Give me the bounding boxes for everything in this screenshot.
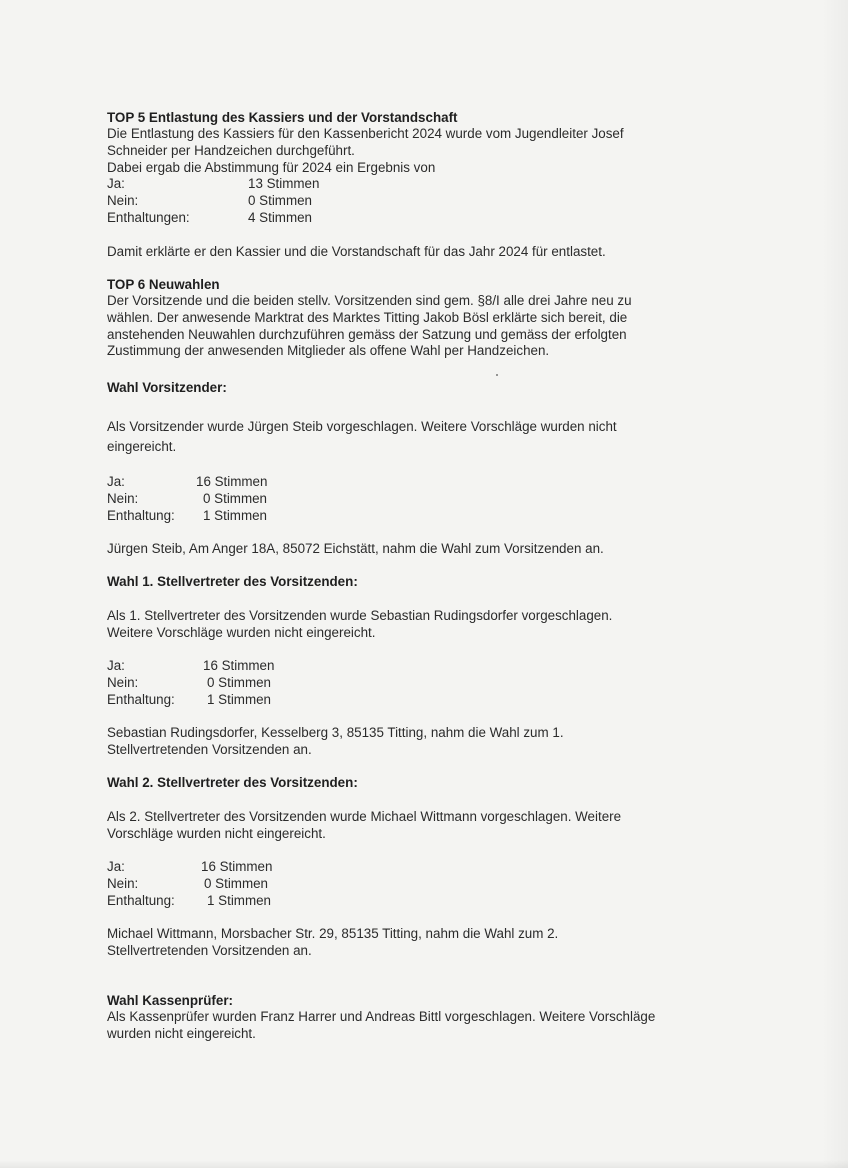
vote-label: Ja:	[107, 859, 125, 874]
vote-value: 0 Stimmen	[203, 490, 267, 506]
text-line: wurden nicht eingereicht.	[107, 1025, 256, 1041]
top5-body	[107, 126, 624, 227]
text-line: Als 2. Stellvertreter des Vorsitzenden wurde Michael Wittmann vorgeschlagen. Weitere	[107, 809, 622, 824]
vote-label: Enthaltungen:	[107, 209, 190, 225]
vote-value: 16 Stimmen	[201, 859, 273, 874]
text-line: wählen. Der anwesende Marktrat des Marktes Titting Jakob Bösl erklärte sich bereit, die	[107, 309, 628, 325]
wahl-stellv2-result	[107, 926, 558, 960]
vote-value: 0 Stimmen	[207, 674, 271, 690]
vote-label: Ja:	[107, 176, 125, 192]
vote-value: 16 Stimmen	[196, 474, 268, 489]
vote-value: 1 Stimmen	[207, 892, 271, 908]
vote-label: Nein:	[107, 490, 139, 506]
text-line: Dabei ergab die Abstimmung für 2024 ein Ergebnis von	[107, 159, 436, 175]
text-line: Stellvertretenden Vorsitzenden an.	[107, 741, 312, 757]
scan-speck	[496, 374, 498, 376]
text-line: Michael Wittmann, Morsbacher Str. 29, 85135 Titting, nahm die Wahl zum 2.	[107, 926, 559, 941]
vote-label: Ja:	[107, 474, 125, 489]
vote-label: Enthaltung:	[107, 507, 175, 523]
vote-value: 0 Stimmen	[204, 875, 268, 891]
vote-value: 4 Stimmen	[248, 209, 312, 225]
text-line: Weitere Vorschläge wurden nicht eingereicht.	[107, 624, 376, 640]
vote-row-nein	[107, 193, 624, 210]
vote-row-ja	[107, 176, 624, 193]
text-line: Zustimmung der anwesenden Mitglieder als offene Wahl per Handzeichen.	[107, 343, 550, 359]
vote-label: Nein:	[107, 193, 139, 209]
vote-label: Enthaltung:	[107, 892, 175, 908]
text-line: Der Vorsitzende und die beiden stellv. Vorsitzenden sind gem. §8/I alle drei Jahre neu zu	[107, 293, 632, 308]
text-line: Sebastian Rudingsdorfer, Kesselberg 3, 85135 Titting, nahm die Wahl zum 1.	[107, 725, 564, 740]
text-line: eingereicht.	[107, 439, 177, 454]
wahl-vorsitzender-heading: Wahl Vorsitzender:	[107, 380, 227, 395]
top6-body	[107, 293, 632, 360]
top6-heading: TOP 6 Neuwahlen	[107, 277, 220, 292]
text-line: Als Kassenprüfer wurden Franz Harrer und Andreas Bittl vorgeschlagen. Weitere Vorschläge	[107, 1009, 656, 1024]
top5-conclusion: Damit erklärte er den Kassier und die Vorstandschaft für das Jahr 2024 für entlastet.	[107, 244, 606, 259]
wahl-kassenpruefer-heading: Wahl Kassenprüfer:	[107, 993, 233, 1008]
wahl-stellv2-heading: Wahl 2. Stellvertreter des Vorsitzenden:	[107, 775, 358, 790]
vote-row-enthaltung	[107, 210, 624, 227]
vote-value: 16 Stimmen	[203, 658, 275, 673]
wahl-vorsitzender-text	[107, 417, 617, 457]
text-line: Als Vorsitzender wurde Jürgen Steib vorgeschlagen. Weitere Vorschläge wurden nicht	[107, 419, 617, 434]
vote-label: Ja:	[107, 658, 125, 673]
vote-value: 1 Stimmen	[207, 691, 271, 707]
vote-label: Nein:	[107, 875, 139, 891]
text-line: Vorschläge wurden nicht eingereicht.	[107, 825, 326, 841]
text-line: Schneider per Handzeichen durchgeführt.	[107, 142, 355, 158]
vote-value: 13 Stimmen	[248, 176, 320, 192]
text-line: Stellvertretenden Vorsitzenden an.	[107, 942, 312, 958]
wahl-vorsitzender-result	[107, 541, 604, 558]
scan-bottom-shadow	[0, 1160, 848, 1168]
text-line: anstehenden Neuwahlen durchzuführen gemäss der Satzung und gemäss der erfolgten	[107, 326, 627, 342]
scan-edge-shadow	[822, 0, 848, 1168]
text-line: Jürgen Steib, Am Anger 18A, 85072 Eichstätt, nahm die Wahl zum Vorsitzenden an.	[107, 541, 604, 556]
wahl-stellv1-heading: Wahl 1. Stellvertreter des Vorsitzenden:	[107, 574, 358, 589]
wahl-stellv1-text	[107, 608, 612, 642]
vote-label: Nein:	[107, 674, 139, 690]
text-line: Als 1. Stellvertreter des Vorsitzenden wurde Sebastian Rudingsdorfer vorgeschlagen.	[107, 608, 613, 623]
wahl-kassenpruefer-text	[107, 1009, 655, 1043]
vote-label: Enthaltung:	[107, 691, 175, 707]
vote-value: 0 Stimmen	[248, 193, 312, 209]
top5-heading: TOP 5 Entlastung des Kassiers und der Vorstandschaft	[107, 110, 458, 125]
wahl-stellv1-result	[107, 725, 564, 759]
wahl-stellv2-text	[107, 809, 621, 843]
text-line: Die Entlastung des Kassiers für den Kassenbericht 2024 wurde vom Jugendleiter Josef	[107, 126, 624, 141]
vote-value: 1 Stimmen	[203, 507, 267, 523]
